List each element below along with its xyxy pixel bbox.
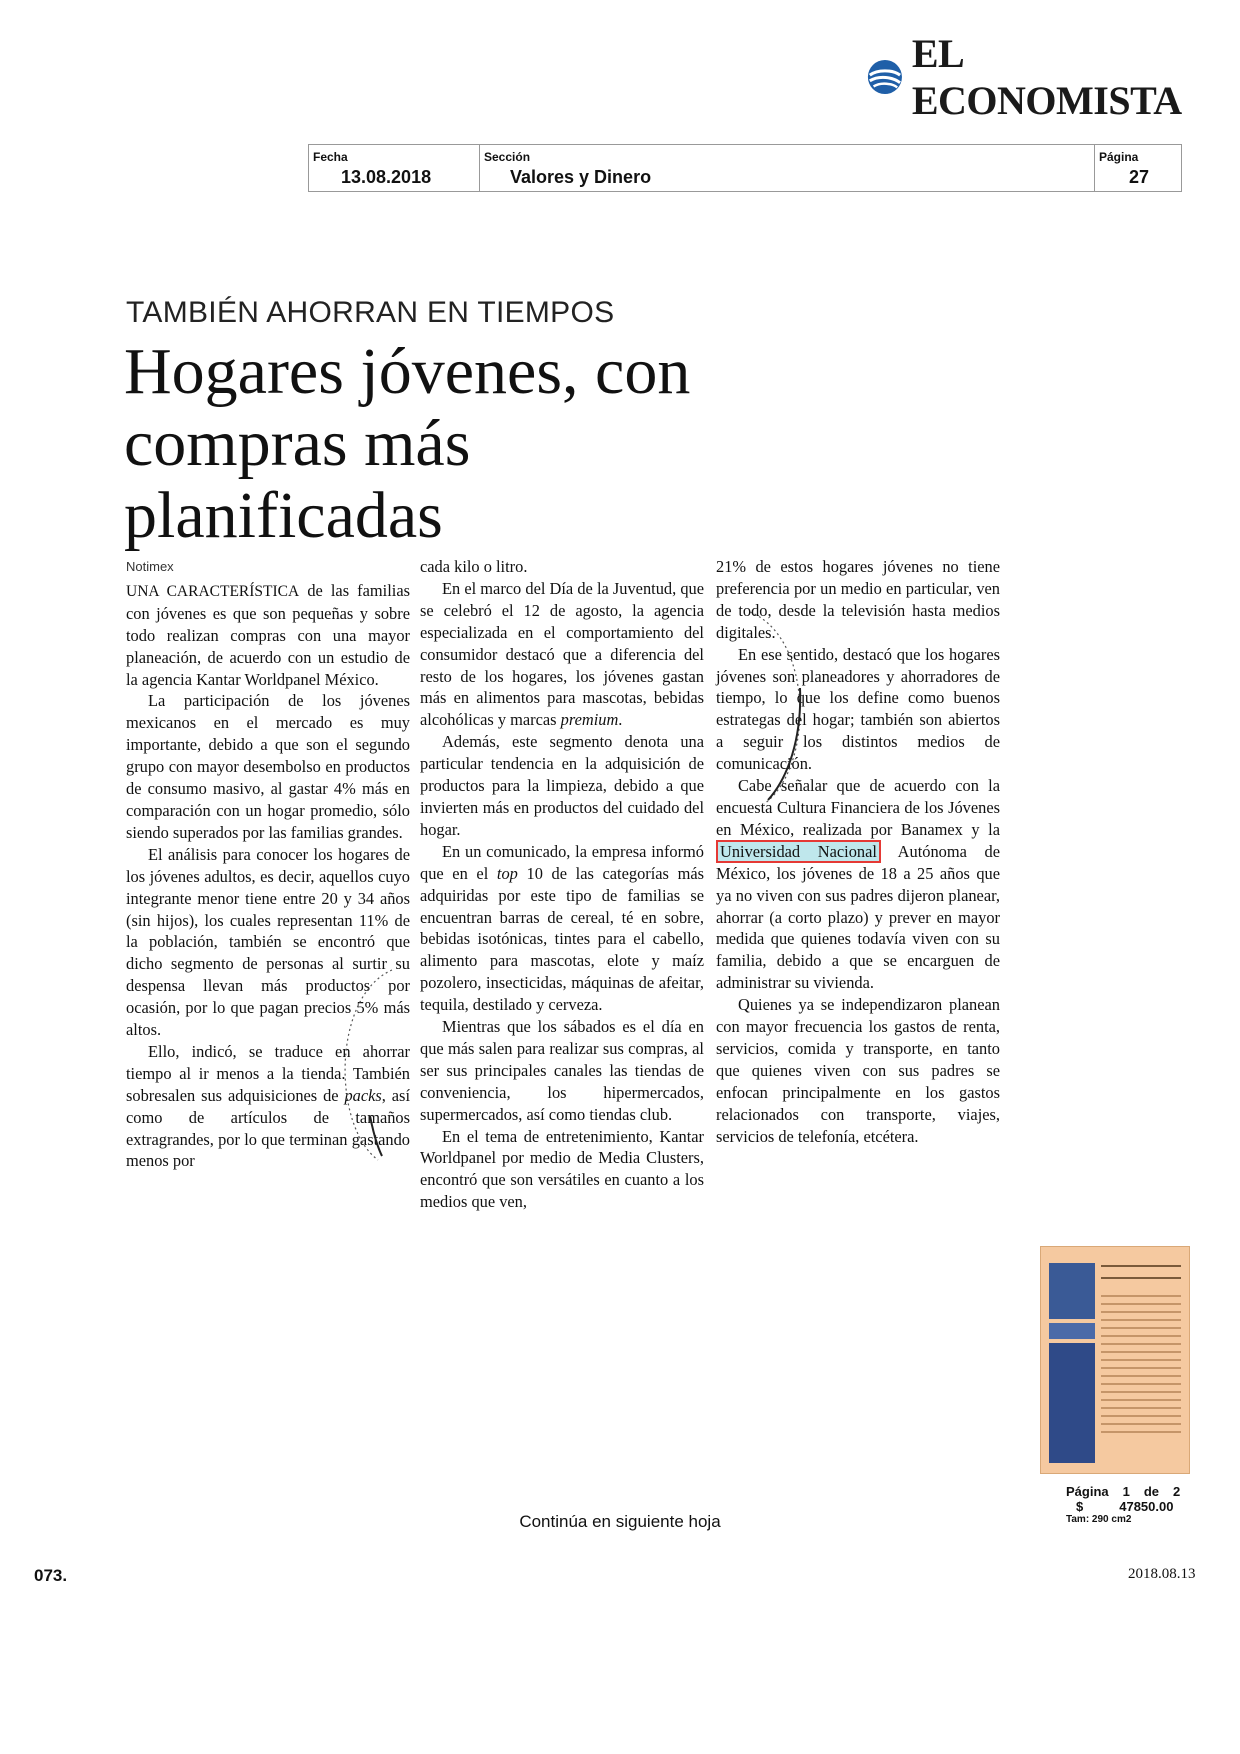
emphasis: packs: [344, 1085, 382, 1105]
size-info: Tam: 290 cm2: [1066, 1514, 1132, 1525]
meta-fecha: [309, 145, 480, 191]
paragraph: En ese sentido, destacó que los hogares jóvenes son planeadores y ahorradores de tiempo, lo que los define como buenos estrategas del hogar; también son abiertos a seguir los distintos medios de comunicación.: [716, 644, 1000, 774]
cost-currency: $: [1076, 1499, 1084, 1514]
pagina-label: Página: [1099, 150, 1139, 164]
article-byline: Notimex: [126, 559, 174, 574]
paragraph: El análisis para conocer los hogares de los jóvenes adultos, es decir, aquellos cuyo integrante menor tiene entre 20 y 34 años (sin hijos), los cuales representan 11% de la población, también se encontró que dicho segmento de personas al surtir su despensa llevan más productos por ocasión, por lo que pagan precios 5% más altos.: [126, 844, 410, 1040]
emphasis: premium: [560, 710, 619, 730]
cost-value: 47850.00: [1119, 1499, 1174, 1514]
paragraph-text: Cabe señalar que de acuerdo con la encuesta Cultura Financiera de los Jóvenes en México, realizada por Banamex y la: [716, 776, 1000, 839]
pagina-value: 27: [1129, 167, 1150, 187]
seccion-label: Sección: [484, 150, 531, 164]
page-info-current: 1: [1122, 1484, 1130, 1499]
masthead-title: EL ECONOMISTA: [911, 31, 1182, 123]
paragraph: [126, 580, 410, 691]
paragraph: 21% de estos hogares jóvenes no tiene preferencia por un medio en particular, ven de todo, desde la televisión hasta medios digitales.: [716, 557, 1000, 642]
page-thumbnail[interactable]: [1040, 1246, 1190, 1474]
paragraph: Mientras que los sábados es el día en que más salen para realizar sus compras, al ser sus principales canales las tiendas de conveniencia, los hipermercados, supermercados, así como tiendas club.: [420, 1017, 704, 1124]
paragraph-text: En un comunicado, la empresa informó que en el: [420, 841, 704, 883]
paragraph: [420, 841, 704, 1016]
fecha-value: 13.08.2018: [341, 167, 432, 187]
paragraph: En el tema de entretenimiento, Kantar Worldpanel por medio de Media Clusters, encontró que son versátiles en cuanto a los medios que ven,: [420, 1126, 704, 1212]
document-code: 073.: [34, 1566, 68, 1585]
paragraph-text: .: [618, 710, 623, 730]
article-kicker: TAMBIÉN AHORRAN EN TIEMPOS: [126, 296, 615, 329]
paragraph-text: Autónoma de México, los jóvenes de 18 a 25 años que ya no viven con sus padres dijeron planear, ahorrar (a corto plazo) y prever en mayor medida que quienes todavía viven con su familia, debido a que se encarguen de administrar su vivienda.: [716, 841, 1000, 993]
paragraph: [420, 578, 704, 731]
paragraph: Quienes ya se independizaron planean con mayor frecuencia los gastos de renta, servicios, comida y transporte, en tanto que quienes viven con sus padres se enfocan principalmente en los gastos relacionados con transporte, viajes, servicios de telefonía, etcétera.: [716, 995, 1000, 1146]
lead-caps: UNA CARACTERÍSTICA: [126, 582, 300, 600]
paragraph-text: 10 de las categorías más adquiridas por este tipo de familias se encuentran barras de cereal, té en sobre, bebidas isotónicas, tintes para el cabello, alimento para mascotas, elote y maíz pozolero, insecticidas, máquinas de afeitar, tequila, destilado y cerveza.: [420, 863, 704, 1015]
fecha-label: Fecha: [313, 150, 348, 164]
paragraph: [126, 1041, 410, 1172]
article-column-2: [420, 556, 704, 1213]
masthead-logo: [866, 31, 1240, 123]
article-column-3: [716, 556, 1000, 1147]
meta-pagina: [1095, 145, 1181, 191]
paragraph-text: En el marco del Día de la Juventud, que se celebró el 12 de agosto, la agencia especializada en el comportamiento del consumidor destacó que a diferencia del resto de los hogares, los jóvenes gastan más en alimentos para mascotas, bebidas alcohólicas y marcas: [420, 578, 704, 730]
paragraph: La participación de los jóvenes mexicanos en el mercado es muy importante, debido a que son el segundo grupo con mayor desembolso en productos de consumo masivo, al gastar 4% más en comparación con un hogar promedio, sólo siendo superados por las familias grandes.: [126, 691, 410, 842]
emphasis: top: [496, 863, 518, 883]
article-headline: Hogares jóvenes, con compras más planificadas: [124, 335, 691, 552]
meta-info-box: [308, 144, 1182, 192]
continue-note: Continúa en siguiente hoja: [519, 1512, 721, 1531]
paragraph: [716, 775, 1000, 994]
paragraph-text: de las familias con jóvenes es que son pequeñas y sobre todo realizan compras con una mayor planeación, de acuerdo con un estudio de la agencia Kantar Worldpanel México.: [126, 580, 410, 689]
paragraph-text: Ello, indicó, se traduce en ahorrar tiempo al ir menos a la tienda. También sobresalen sus adquisiciones de: [126, 1041, 410, 1105]
meta-seccion: [480, 145, 1095, 191]
paragraph: cada kilo o litro.: [420, 557, 528, 576]
paragraph: Además, este segmento denota una particular tendencia en la adquisición de productos para la limpieza, debido a que invierten más en productos del cuidado del hogar.: [420, 732, 704, 839]
footer-date: 2018.08.13: [1128, 1566, 1196, 1582]
highlighted-term: Universidad Nacional: [716, 840, 881, 863]
page-info-de: de: [1143, 1484, 1160, 1499]
seccion-value: Valores y Dinero: [510, 167, 652, 187]
page-info-total: 2: [1173, 1484, 1181, 1499]
paragraph-text: , así como de artículos de tamaños extragrandes, por lo que terminan gastando menos por: [126, 1085, 410, 1171]
page-info-label: Página: [1066, 1484, 1109, 1499]
globe-swoosh-icon: [866, 58, 904, 96]
article-column-1: [126, 556, 410, 1172]
